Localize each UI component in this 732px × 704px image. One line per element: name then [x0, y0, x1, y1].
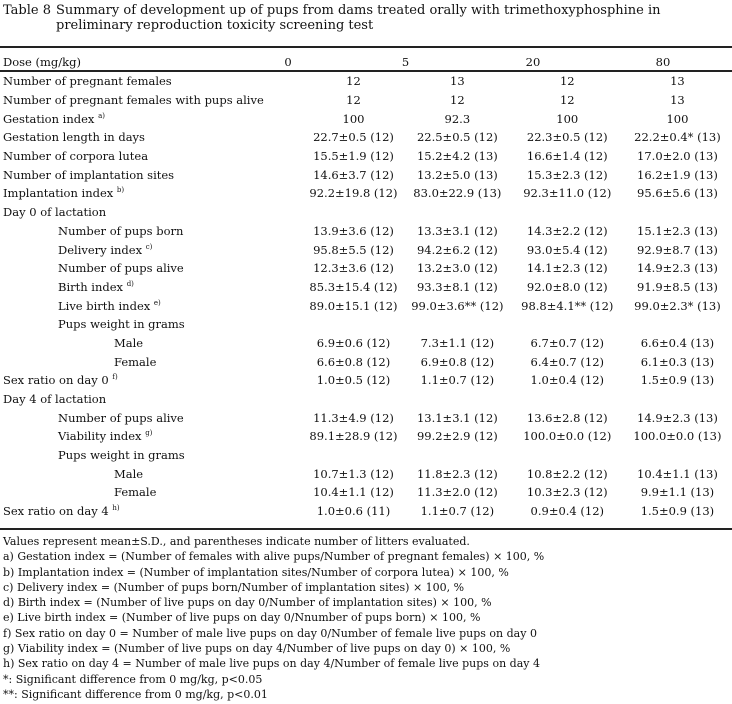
cell-dose-5: 7.3±1.1 (12): [420, 335, 495, 350]
row-label-text: Gestation length in days: [3, 130, 145, 145]
cell-dose-5: 94.2±6.2 (12): [416, 242, 498, 257]
cell-dose-0: 11.3±4.9 (12): [313, 410, 394, 425]
cell-dose-80: [623, 203, 732, 222]
cell-dose-20: 92.3±11.0 (12): [523, 186, 612, 201]
table-title: Summary of development up of pups from dams treated orally with trimethoxyphosphine in preliminary reproduction toxicity screening test: [56, 3, 661, 33]
table-row: [0, 296, 732, 315]
cell-dose-20: 12: [559, 74, 575, 89]
cell-dose-80: 92.9±8.7 (13): [637, 242, 718, 257]
footnote: g) Viability index = (Number of live pups on day 4/Number of live pups on day 0) × 100, %: [3, 642, 511, 656]
footnote: e) Live birth index = (Number of live pups on day 0/Nnumber of pups born) × 100, %: [3, 611, 481, 625]
cell-dose-5: [403, 446, 512, 465]
cell-dose-80: 16.2±1.9 (13): [637, 167, 718, 182]
footnote: f) Sex ratio on day 0 = Number of male live pups on day 0/Number of female live pups on day 0: [3, 626, 537, 640]
table-row: [0, 222, 732, 241]
cell-dose-20: 100.0±0.0 (12): [523, 429, 612, 444]
row-label: [0, 128, 304, 147]
table-row: [0, 240, 732, 259]
row-label-text: Number of pups born: [58, 223, 184, 238]
footnote: c) Delivery index = (Number of pups born/Number of implantation sites) × 100, %: [3, 580, 465, 594]
row-label: [0, 464, 304, 483]
cell-dose-80: 91.9±8.5 (13): [637, 279, 718, 294]
row-label: [0, 222, 304, 241]
footnote: h) Sex ratio on day 4 = Number of male live pups on day 4/Number of female live pups on day 4: [3, 657, 540, 671]
row-label: [0, 165, 304, 184]
cell-dose-80: [623, 390, 732, 409]
row-label-text: Implantation index: [3, 186, 114, 201]
cell-dose-20: 14.1±2.3 (12): [526, 261, 608, 276]
row-label: [0, 371, 304, 390]
footnote: a) Gestation index = (Number of females with alive pups/Number of pregnant females) × 100, %: [3, 550, 545, 564]
cell-dose-20: [512, 446, 623, 465]
row-label-text: Delivery index: [58, 242, 143, 257]
cell-dose-5: 6.9±0.8 (12): [420, 354, 495, 369]
row-label: [0, 334, 304, 353]
footnote: d) Birth index = (Number of live pups on day 0/Number of implantation sites) × 100, %: [3, 596, 492, 610]
footnote-marker: g): [145, 429, 153, 438]
cell-dose-5: 92.3: [444, 111, 471, 126]
dose-5: 5: [401, 54, 410, 69]
row-label: [0, 259, 304, 278]
cell-dose-20: 13.6±2.8 (12): [526, 410, 608, 425]
cell-dose-80: 9.9±1.1 (13): [640, 485, 715, 500]
cell-dose-0: 13.9±3.6 (12): [313, 223, 394, 238]
footnote: Values represent mean±S.D., and parentheses indicate number of litters evaluated.: [3, 535, 470, 548]
row-label-text: Male: [114, 335, 144, 350]
row-label: [0, 315, 304, 334]
cell-dose-5: 13.2±3.0 (12): [416, 261, 498, 276]
table-row: [0, 464, 732, 483]
cell-dose-80: 95.6±5.6 (13): [637, 186, 718, 201]
cell-dose-80: 15.1±2.3 (13): [637, 223, 718, 238]
row-label: [0, 147, 304, 166]
cell-dose-0: 14.6±3.7 (12): [313, 167, 394, 182]
cell-dose-20: 1.0±0.4 (12): [530, 373, 605, 388]
table-row: [0, 147, 732, 166]
cell-dose-0: 95.8±5.5 (12): [313, 242, 394, 257]
cell-dose-0: 85.3±15.4 (12): [309, 279, 398, 294]
cell-dose-20: 15.3±2.3 (12): [526, 167, 608, 182]
cell-dose-20: [512, 203, 623, 222]
row-label: [0, 446, 304, 465]
cell-dose-5: [403, 315, 512, 334]
table-row: [0, 259, 732, 278]
table-row: [0, 109, 732, 128]
table-row: [0, 334, 732, 353]
table-row: [0, 408, 732, 427]
table-row: [0, 203, 732, 222]
cell-dose-0: 22.7±0.5 (12): [313, 130, 394, 145]
footnotes: [3, 534, 544, 702]
table-row: [0, 502, 732, 521]
row-label: [0, 109, 304, 128]
cell-dose-80: 10.4±1.1 (13): [637, 466, 718, 481]
cell-dose-20: 93.0±5.4 (12): [526, 242, 608, 257]
dose-label: Dose (mg/kg): [3, 54, 81, 69]
cell-dose-20: 6.7±0.7 (12): [530, 335, 605, 350]
row-label-text: Number of pregnant females: [3, 74, 172, 89]
footnote-marker: a): [98, 111, 105, 120]
cell-dose-20: 6.4±0.7 (12): [530, 354, 605, 369]
cell-dose-5: 12: [450, 93, 465, 108]
footnote: *: Significant difference from 0 mg/kg, p<0.05: [3, 672, 263, 686]
cell-dose-80: 99.0±2.3* (13): [634, 298, 721, 313]
cell-dose-0: 12: [346, 93, 361, 108]
cell-dose-5: 83.0±22.9 (13): [413, 186, 502, 201]
cell-dose-80: 14.9±2.3 (13): [637, 261, 718, 276]
cell-dose-5: 13.1±3.1 (12): [416, 410, 498, 425]
row-label: [0, 184, 304, 203]
cell-dose-20: 100: [556, 111, 579, 126]
cell-dose-0: 15.5±1.9 (12): [313, 149, 394, 164]
cell-dose-0: 100: [342, 111, 365, 126]
row-label: [0, 203, 304, 222]
cell-dose-80: 13: [670, 74, 685, 89]
row-label-text: Day 0 of lactation: [3, 205, 107, 220]
cell-dose-20: 16.6±1.4 (12): [526, 149, 608, 164]
cell-dose-0: 12.3±3.6 (12): [313, 261, 394, 276]
table-row: [0, 390, 732, 409]
footnote-marker: b): [116, 186, 125, 195]
table-number: Table 8: [3, 3, 51, 18]
table-row: [0, 278, 732, 297]
dose-20: 20: [525, 54, 541, 69]
row-label-text: Female: [114, 354, 157, 369]
row-label-text: Number of implantation sites: [3, 167, 175, 182]
table-row: [0, 165, 732, 184]
cell-dose-5: 15.2±4.2 (13): [416, 149, 498, 164]
table-row: [0, 427, 732, 446]
cell-dose-80: 100: [666, 111, 689, 126]
cell-dose-20: 22.3±0.5 (12): [526, 130, 608, 145]
cell-dose-5: 13.2±5.0 (13): [416, 167, 498, 182]
row-label-text: Number of pregnant females with pups alive: [3, 93, 264, 108]
row-label-text: Sex ratio on day 4: [3, 504, 109, 519]
top-rule: [0, 46, 732, 48]
row-label-text: Live birth index: [58, 298, 151, 313]
row-label: [0, 408, 304, 427]
row-label: [0, 390, 304, 409]
cell-dose-0: 6.9±0.6 (12): [316, 335, 391, 350]
row-label: [0, 502, 304, 521]
dose-80: 80: [655, 54, 671, 69]
footnote-marker: d): [126, 280, 134, 289]
table-header: [0, 52, 728, 71]
cell-dose-0: 10.4±1.1 (12): [313, 485, 394, 500]
cell-dose-20: [512, 390, 623, 409]
cell-dose-80: 22.2±0.4* (13): [634, 130, 721, 145]
row-label: [0, 278, 304, 297]
cell-dose-20: 10.8±2.2 (12): [526, 466, 608, 481]
cell-dose-0: [304, 390, 403, 409]
dose-0: 0: [284, 54, 292, 69]
cell-dose-5: [403, 390, 512, 409]
footnote-marker: f): [112, 373, 118, 382]
cell-dose-0: 10.7±1.3 (12): [313, 466, 394, 481]
row-label-text: Female: [114, 485, 157, 500]
bottom-rule: [0, 528, 732, 530]
cell-dose-5: 13.3±3.1 (12): [416, 223, 498, 238]
row-label: [0, 240, 304, 259]
row-label: [0, 483, 304, 502]
cell-dose-80: 100.0±0.0 (13): [633, 429, 722, 444]
cell-dose-0: 6.6±0.8 (12): [316, 354, 391, 369]
footnote-marker: e): [153, 298, 161, 307]
cell-dose-80: 6.6±0.4 (13): [640, 335, 715, 350]
cell-dose-0: 92.2±19.8 (12): [309, 186, 398, 201]
cell-dose-20: 92.0±8.0 (12): [526, 279, 608, 294]
row-label: [0, 352, 304, 371]
cell-dose-0: 89.1±28.9 (12): [309, 429, 398, 444]
row-label-text: Gestation index: [3, 111, 95, 126]
cell-dose-5: 93.3±8.1 (12): [416, 279, 498, 294]
row-label-text: Male: [114, 466, 144, 481]
table-row: [0, 483, 732, 502]
cell-dose-20: 0.9±0.4 (12): [530, 504, 605, 519]
cell-dose-20: 10.3±2.3 (12): [526, 485, 608, 500]
cell-dose-0: 1.0±0.5 (12): [316, 373, 391, 388]
cell-dose-20: 98.8±4.1** (12): [521, 298, 614, 313]
table-row: [0, 128, 732, 147]
row-label: [0, 427, 304, 446]
cell-dose-80: 14.9±2.3 (13): [637, 410, 718, 425]
row-label: [0, 72, 304, 91]
footnote: b) Implantation index = (Number of implantation sites/Number of corpora lutea) × 100, %: [3, 565, 509, 579]
cell-dose-0: [304, 315, 403, 334]
data-table: [0, 72, 732, 521]
cell-dose-0: [304, 446, 403, 465]
table-row: [0, 72, 732, 91]
cell-dose-5: 22.5±0.5 (12): [416, 130, 498, 145]
cell-dose-80: 17.0±2.0 (13): [637, 149, 718, 164]
cell-dose-5: 99.0±3.6** (12): [411, 298, 504, 313]
cell-dose-0: 89.0±15.1 (12): [309, 298, 398, 313]
cell-dose-80: [623, 446, 732, 465]
cell-dose-5: 1.1±0.7 (12): [420, 504, 495, 519]
row-label-text: Pups weight in grams: [58, 448, 185, 463]
cell-dose-20: 14.3±2.2 (12): [526, 223, 608, 238]
table-row: [0, 371, 732, 390]
row-label-text: Number of pups alive: [58, 410, 184, 425]
cell-dose-20: [512, 315, 623, 334]
cell-dose-80: [623, 315, 732, 334]
row-label-text: Number of corpora lutea: [3, 149, 149, 164]
cell-dose-5: 11.3±2.0 (12): [416, 485, 498, 500]
footnote-marker: h): [112, 504, 120, 513]
cell-dose-20: 12: [559, 93, 575, 108]
table-row: [0, 446, 732, 465]
row-label-text: Pups weight in grams: [58, 317, 185, 332]
table-row: [0, 315, 732, 334]
cell-dose-0: 1.0±0.6 (11): [316, 504, 391, 519]
cell-dose-80: 1.5±0.9 (13): [640, 504, 715, 519]
cell-dose-5: 99.2±2.9 (12): [416, 429, 498, 444]
cell-dose-5: [403, 203, 512, 222]
table-row: [0, 184, 732, 203]
cell-dose-80: 6.1±0.3 (13): [640, 354, 715, 369]
cell-dose-80: 1.5±0.9 (13): [640, 373, 715, 388]
cell-dose-5: 1.1±0.7 (12): [420, 373, 495, 388]
cell-dose-80: 13: [670, 93, 685, 108]
table-row: [0, 352, 732, 371]
row-label-text: Viability index: [58, 429, 142, 444]
row-label-text: Number of pups alive: [58, 261, 184, 276]
cell-dose-5: 13: [450, 74, 465, 89]
footnote-marker: c): [145, 242, 153, 251]
cell-dose-0: 12: [346, 74, 361, 89]
table-row: [0, 91, 732, 110]
row-label: [0, 296, 304, 315]
footnote: **: Significant difference from 0 mg/kg, p<0.01: [3, 687, 268, 701]
row-label-text: Sex ratio on day 0: [3, 373, 109, 388]
row-label-text: Birth index: [58, 279, 124, 294]
cell-dose-0: [304, 203, 403, 222]
row-label-text: Day 4 of lactation: [3, 392, 107, 407]
cell-dose-5: 11.8±2.3 (12): [416, 466, 498, 481]
row-label: [0, 91, 304, 110]
